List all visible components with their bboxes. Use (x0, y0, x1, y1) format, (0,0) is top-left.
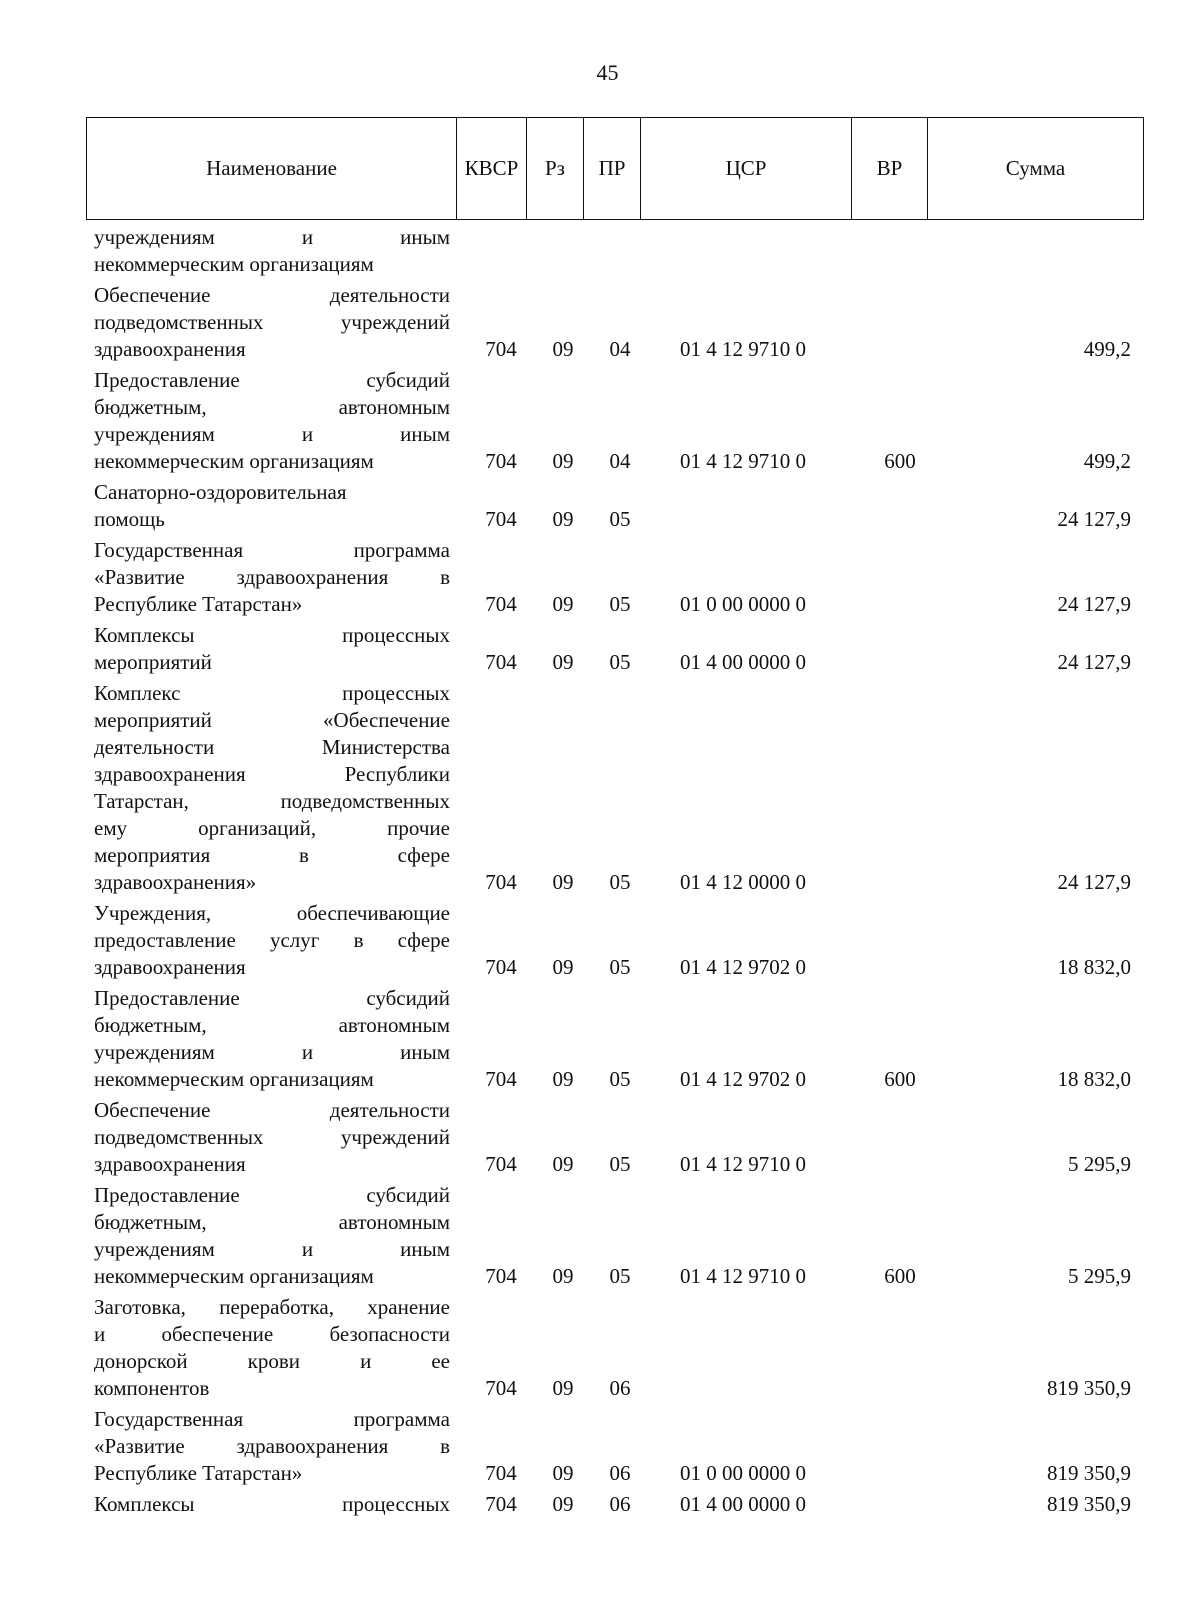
row-rz: 09 (552, 1264, 574, 1288)
table-row (0, 537, 1200, 618)
row-rz: 09 (552, 1492, 574, 1516)
row-name-line: учреждениям и иным (94, 1040, 450, 1064)
row-csr: 01 0 00 0000 0 (680, 1461, 806, 1485)
table-header (86, 117, 1144, 220)
row-sum: 24 127,9 (1057, 650, 1131, 674)
row-pr: 05 (609, 592, 631, 616)
table-row (0, 282, 1200, 363)
row-pr: 05 (609, 1264, 631, 1288)
row-name-line: Государственная программа (94, 538, 450, 562)
row-name (94, 1182, 450, 1290)
table-row (0, 224, 1200, 278)
row-name-line: учреждениям и иным (94, 422, 450, 446)
table-row (0, 1491, 1200, 1518)
row-name-line: Учреждения, обеспечивающие (94, 901, 450, 925)
table-row (0, 1406, 1200, 1487)
row-kvsr: 704 (485, 1067, 517, 1091)
row-pr: 05 (609, 1152, 631, 1176)
row-name-line: и обеспечение безопасности (94, 1322, 450, 1346)
row-name (94, 479, 450, 533)
row-name (94, 282, 450, 363)
row-csr: 01 0 00 0000 0 (680, 592, 806, 616)
row-vr: 600 (884, 449, 916, 473)
row-kvsr: 704 (485, 337, 517, 361)
row-rz: 09 (552, 337, 574, 361)
row-name-line: «Развитие здравоохранения в (94, 1434, 450, 1458)
row-name-line: Предоставление субсидий (94, 986, 450, 1010)
row-pr: 05 (609, 870, 631, 894)
row-name-line: Комплекс процессных (94, 681, 450, 705)
row-name-line: Санаторно-оздоровительная (94, 480, 347, 504)
row-sum: 24 127,9 (1057, 870, 1131, 894)
row-rz: 09 (552, 592, 574, 616)
row-rz: 09 (552, 870, 574, 894)
row-name-line: подведомственных учреждений (94, 310, 450, 334)
header-vr: ВР (852, 118, 928, 220)
row-sum: 5 295,9 (1068, 1264, 1131, 1288)
row-vr: 600 (884, 1067, 916, 1091)
row-name-line: Республике Татарстан» (94, 592, 303, 616)
row-name-line: компонентов (94, 1376, 210, 1400)
row-sum: 24 127,9 (1057, 592, 1131, 616)
header-kvsr: КВСР (457, 118, 527, 220)
table-body (0, 224, 1200, 1518)
row-kvsr: 704 (485, 592, 517, 616)
row-csr: 01 4 12 0000 0 (680, 870, 806, 894)
row-sum: 819 350,9 (1047, 1376, 1131, 1400)
row-name-line: помощь (94, 507, 165, 531)
row-name-line: Комплексы процессных (94, 623, 450, 647)
row-name (94, 900, 450, 981)
row-sum: 819 350,9 (1047, 1492, 1131, 1516)
row-name-line: учреждениям и иным (94, 225, 450, 249)
row-pr: 05 (609, 955, 631, 979)
row-csr: 01 4 12 9710 0 (680, 1264, 806, 1288)
row-sum: 24 127,9 (1057, 507, 1131, 531)
row-pr: 04 (609, 337, 631, 361)
row-name-line: Комплексы процессных (94, 1492, 450, 1516)
row-name-line: Обеспечение деятельности (94, 283, 450, 307)
row-name (94, 224, 450, 278)
row-rz: 09 (552, 650, 574, 674)
row-name (94, 622, 450, 676)
row-name-line: Предоставление субсидий (94, 368, 450, 392)
row-name (94, 1097, 450, 1178)
header-csr: ЦСР (641, 118, 852, 220)
row-sum: 18 832,0 (1057, 955, 1131, 979)
page-number: 45 (596, 60, 619, 85)
table-row (0, 479, 1200, 533)
row-pr: 05 (609, 507, 631, 531)
row-name-line: мероприятий «Обеспечение (94, 708, 450, 732)
row-name-line: некоммерческим организациям (94, 252, 374, 276)
row-name-line: здравоохранения Республики (94, 762, 450, 786)
row-rz: 09 (552, 1376, 574, 1400)
row-name-line: бюджетным, автономным (94, 395, 450, 419)
table-row (0, 900, 1200, 981)
row-csr: 01 4 12 9710 0 (680, 1152, 806, 1176)
row-name-line: донорской крови и ее (94, 1349, 450, 1373)
row-rz: 09 (552, 507, 574, 531)
row-csr: 01 4 12 9702 0 (680, 1067, 806, 1091)
row-rz: 09 (552, 1067, 574, 1091)
row-rz: 09 (552, 955, 574, 979)
row-name (94, 537, 450, 618)
row-csr: 01 4 00 0000 0 (680, 650, 806, 674)
row-name-line: Предоставление субсидий (94, 1183, 450, 1207)
row-name-line: здравоохранения» (94, 870, 257, 894)
row-kvsr: 704 (485, 1461, 517, 1485)
row-rz: 09 (552, 1461, 574, 1485)
row-sum: 499,2 (1083, 337, 1131, 361)
header-pr: ПР (584, 118, 641, 220)
row-sum: 5 295,9 (1068, 1152, 1131, 1176)
row-pr: 05 (609, 650, 631, 674)
table-row (0, 622, 1200, 676)
row-name-line: здравоохранения (94, 1152, 246, 1176)
row-name-line: предоставление услуг в сфере (94, 928, 450, 952)
row-kvsr: 704 (485, 1264, 517, 1288)
row-pr: 06 (609, 1376, 631, 1400)
row-name (94, 1406, 450, 1487)
row-kvsr: 704 (485, 449, 517, 473)
row-name (94, 367, 450, 475)
row-name (94, 680, 450, 896)
row-name-line: бюджетным, автономным (94, 1210, 450, 1234)
row-name (94, 1294, 450, 1402)
row-kvsr: 704 (485, 1492, 517, 1516)
row-name-line: Татарстан, подведомственных (94, 789, 450, 813)
row-kvsr: 704 (485, 870, 517, 894)
row-sum: 819 350,9 (1047, 1461, 1131, 1485)
row-name-line: учреждениям и иным (94, 1237, 450, 1261)
row-pr: 04 (609, 449, 631, 473)
row-name-line: мероприятия в сфере (94, 843, 450, 867)
row-kvsr: 704 (485, 955, 517, 979)
table-row (0, 680, 1200, 896)
row-name-line: некоммерческим организациям (94, 1264, 374, 1288)
header-sum: Сумма (928, 118, 1144, 220)
row-name-line: здравоохранения (94, 955, 246, 979)
row-csr: 01 4 12 9710 0 (680, 449, 806, 473)
row-name-line: Республике Татарстан» (94, 1461, 303, 1485)
header-name: Наименование (87, 118, 457, 220)
row-name-line: Государственная программа (94, 1407, 450, 1431)
table-row (0, 1294, 1200, 1402)
row-name-line: некоммерческим организациям (94, 449, 374, 473)
row-vr: 600 (884, 1264, 916, 1288)
row-rz: 09 (552, 1152, 574, 1176)
row-name-line: Заготовка, переработка, хранение (94, 1295, 450, 1319)
row-csr: 01 4 12 9702 0 (680, 955, 806, 979)
row-name-line: Обеспечение деятельности (94, 1098, 450, 1122)
row-rz: 09 (552, 449, 574, 473)
row-name-line: некоммерческим организациям (94, 1067, 374, 1091)
row-kvsr: 704 (485, 1376, 517, 1400)
row-sum: 499,2 (1083, 449, 1131, 473)
row-sum: 18 832,0 (1057, 1067, 1131, 1091)
table-row (0, 1097, 1200, 1178)
row-name-line: подведомственных учреждений (94, 1125, 450, 1149)
row-name-line: здравоохранения (94, 337, 246, 361)
table-row (0, 1182, 1200, 1290)
row-name-line: бюджетным, автономным (94, 1013, 450, 1037)
row-kvsr: 704 (485, 650, 517, 674)
row-name-line: ему организаций, прочие (94, 816, 450, 840)
table-row (0, 367, 1200, 475)
row-name-line: «Развитие здравоохранения в (94, 565, 450, 589)
table-row (0, 985, 1200, 1093)
row-pr: 05 (609, 1067, 631, 1091)
row-kvsr: 704 (485, 507, 517, 531)
header-rz: Рз (527, 118, 584, 220)
row-csr: 01 4 00 0000 0 (680, 1492, 806, 1516)
row-pr: 06 (609, 1461, 631, 1485)
row-name-line: деятельности Министерства (94, 735, 450, 759)
row-pr: 06 (609, 1492, 631, 1516)
row-name-line: мероприятий (94, 650, 212, 674)
row-name (94, 985, 450, 1093)
row-name (94, 1491, 450, 1518)
row-kvsr: 704 (485, 1152, 517, 1176)
row-csr: 01 4 12 9710 0 (680, 337, 806, 361)
